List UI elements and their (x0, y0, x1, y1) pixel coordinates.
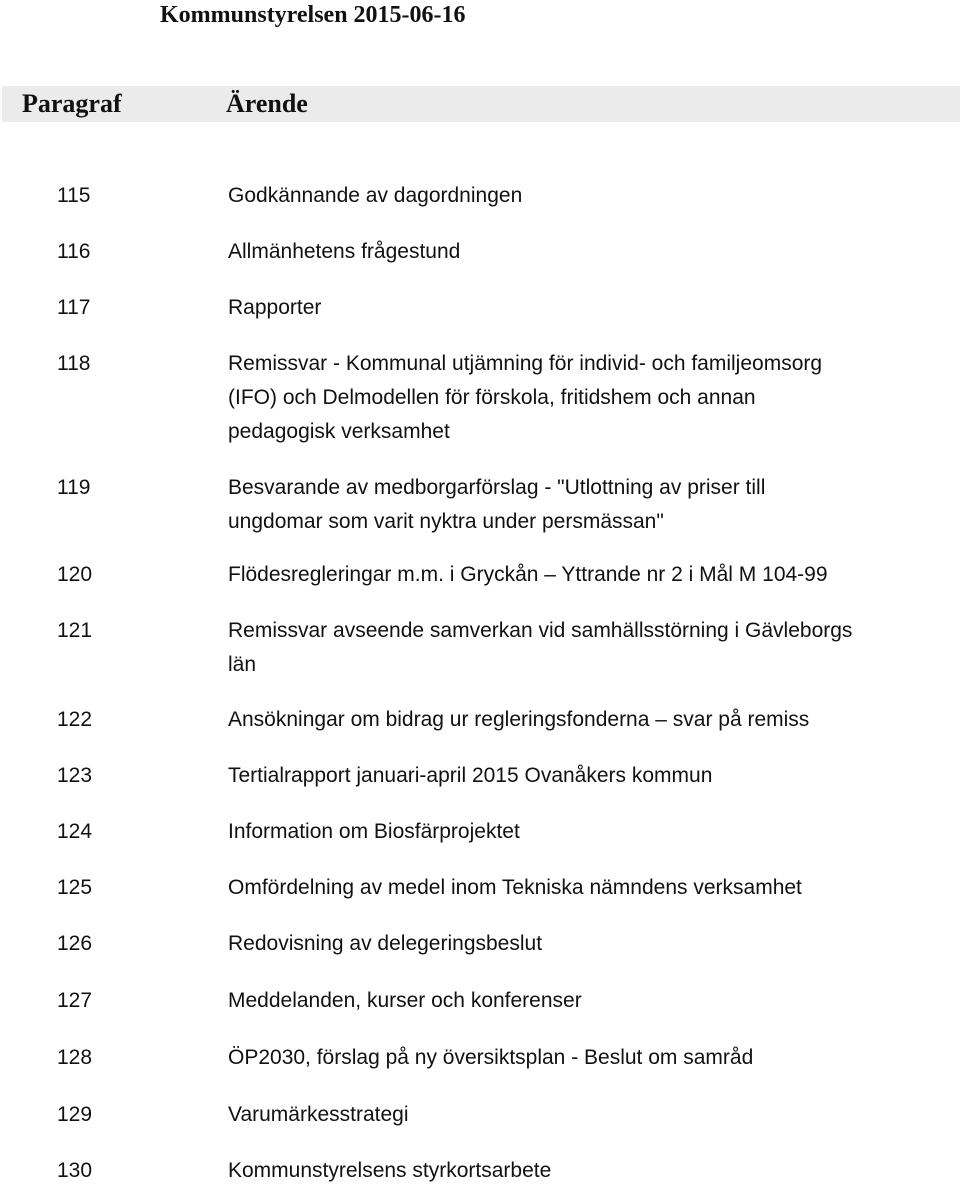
paragraph-number: 124 (57, 820, 93, 843)
matter-title (228, 984, 948, 1018)
paragraph-number: 126 (57, 932, 93, 955)
matter-title (228, 871, 948, 905)
matter-title-line: ÖP2030, förslag på ny översiktsplan - Beslut om samråd (228, 1046, 754, 1069)
matter-title (228, 815, 948, 849)
paragraph-number: 128 (57, 1046, 93, 1069)
paragraph-number: 120 (57, 563, 93, 586)
paragraph-number: 127 (57, 989, 93, 1012)
paragraph-number: 119 (57, 476, 91, 499)
paragraph-number: 130 (57, 1159, 93, 1182)
matter-title-line: län (228, 653, 257, 676)
matter-title (228, 1098, 948, 1132)
matter-title-line: Kommunstyrelsens styrkortsarbete (228, 1159, 552, 1182)
paragraph-number: 121 (57, 619, 93, 642)
matter-title (228, 347, 948, 449)
paragraph-number: 117 (57, 296, 91, 319)
matter-title (228, 1154, 948, 1188)
matter-title-line: (IFO) och Delmodellen för förskola, fritidshem och annan (228, 386, 756, 409)
matter-title (228, 614, 948, 682)
matter-title-line: Godkännande av dagordningen (228, 184, 523, 207)
matter-title-line: Remissvar avseende samverkan vid samhällsstörning i Gävleborgs (228, 619, 853, 642)
matter-title-line: Meddelanden, kurser och konferenser (228, 989, 582, 1012)
matter-title-line: Information om Biosfärprojektet (228, 820, 520, 843)
matter-title-line: Ansökningar om bidrag ur regleringsfonderna – svar på remiss (228, 708, 810, 731)
paragraph-number: 118 (57, 352, 91, 375)
matter-title (228, 759, 948, 793)
matter-title-line: Flödesregleringar m.m. i Gryckån – Yttrande nr 2 i Mål M 104-99 (228, 563, 828, 586)
header-paragraph: Paragraf (22, 89, 122, 118)
matter-title (228, 703, 948, 737)
matter-title (228, 927, 948, 961)
paragraph-number: 123 (57, 764, 93, 787)
table-header (2, 86, 960, 122)
matter-title-line: Omfördelning av medel inom Tekniska nämndens verksamhet (228, 876, 802, 899)
matter-title-line: Rapporter (228, 296, 322, 319)
header-matter: Ärende (226, 89, 308, 118)
paragraph-number: 116 (57, 240, 91, 263)
matter-title-line: pedagogisk verksamhet (228, 420, 450, 443)
matter-title-line: Remissvar - Kommunal utjämning för individ- och familjeomsorg (228, 352, 823, 375)
matter-title-line: Allmänhetens frågestund (228, 240, 461, 263)
matter-title (228, 291, 948, 325)
matter-title-line: Tertialrapport januari-april 2015 Ovanåkers kommun (228, 764, 713, 787)
document-title: Kommunstyrelsen 2015-06-16 (160, 2, 466, 28)
matter-title (228, 1041, 948, 1075)
matter-title-line: ungdomar som varit nyktra under persmässan" (228, 510, 664, 533)
paragraph-number: 129 (57, 1103, 93, 1126)
paragraph-number: 122 (57, 708, 93, 731)
matter-title-line: Redovisning av delegeringsbeslut (228, 932, 543, 955)
matter-title (228, 235, 948, 269)
matter-title (228, 558, 948, 592)
matter-title (228, 179, 948, 213)
matter-title (228, 471, 948, 539)
matter-title-line: Besvarande av medborgarförslag - "Utlottning av priser till (228, 476, 766, 499)
paragraph-number: 115 (57, 184, 91, 207)
paragraph-number: 125 (57, 876, 93, 899)
matter-title-line: Varumärkesstrategi (228, 1103, 409, 1126)
